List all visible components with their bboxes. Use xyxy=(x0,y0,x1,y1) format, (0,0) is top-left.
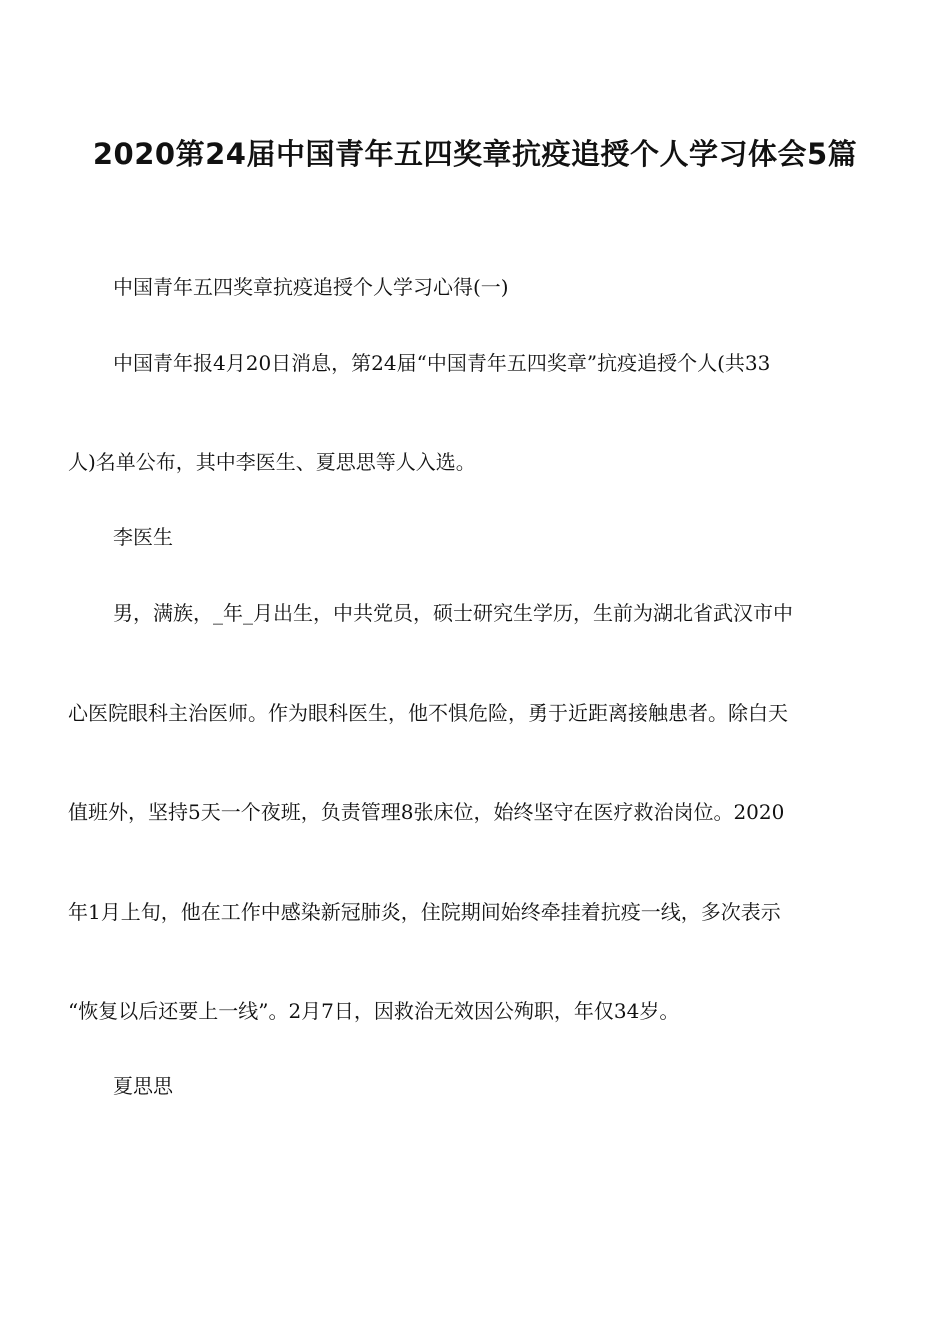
paragraph-1-line-2: 人)名单公布，其中李医生、夏思思等人入选。 xyxy=(68,450,476,474)
document-title: 2020第24届中国青年五四奖章抗疫追授个人学习体会5篇 xyxy=(92,137,858,171)
paragraph-2-line-2: 心医院眼科主治医师。作为眼科医生，他不惧危险，勇于近距离接触患者。除白天 xyxy=(68,701,788,725)
paragraph-1-line-1: 中国青年报4月20日消息，第24届“中国青年五四奖章”抗疫追授个人(共33 xyxy=(113,351,771,375)
paragraph-2-line-5: “恢复以后还要上一线”。2月7日，因救治无效因公殉职，年仅34岁。 xyxy=(68,999,680,1023)
paragraph-2-line-1: 男，满族，_年_月出生，中共党员，硕士研究生学历，生前为湖北省武汉市中 xyxy=(113,601,793,625)
person-name-2: 夏思思 xyxy=(113,1074,173,1098)
section-heading-1: 中国青年五四奖章抗疫追授个人学习心得(一) xyxy=(113,275,509,299)
paragraph-2-line-3: 值班外，坚持5天一个夜班，负责管理8张床位，始终坚守在医疗救治岗位。2020 xyxy=(68,800,785,824)
paragraph-2-line-4: 年1月上旬，他在工作中感染新冠肺炎，住院期间始终牵挂着抗疫一线，多次表示 xyxy=(68,900,781,924)
person-name-1: 李医生 xyxy=(113,525,173,549)
